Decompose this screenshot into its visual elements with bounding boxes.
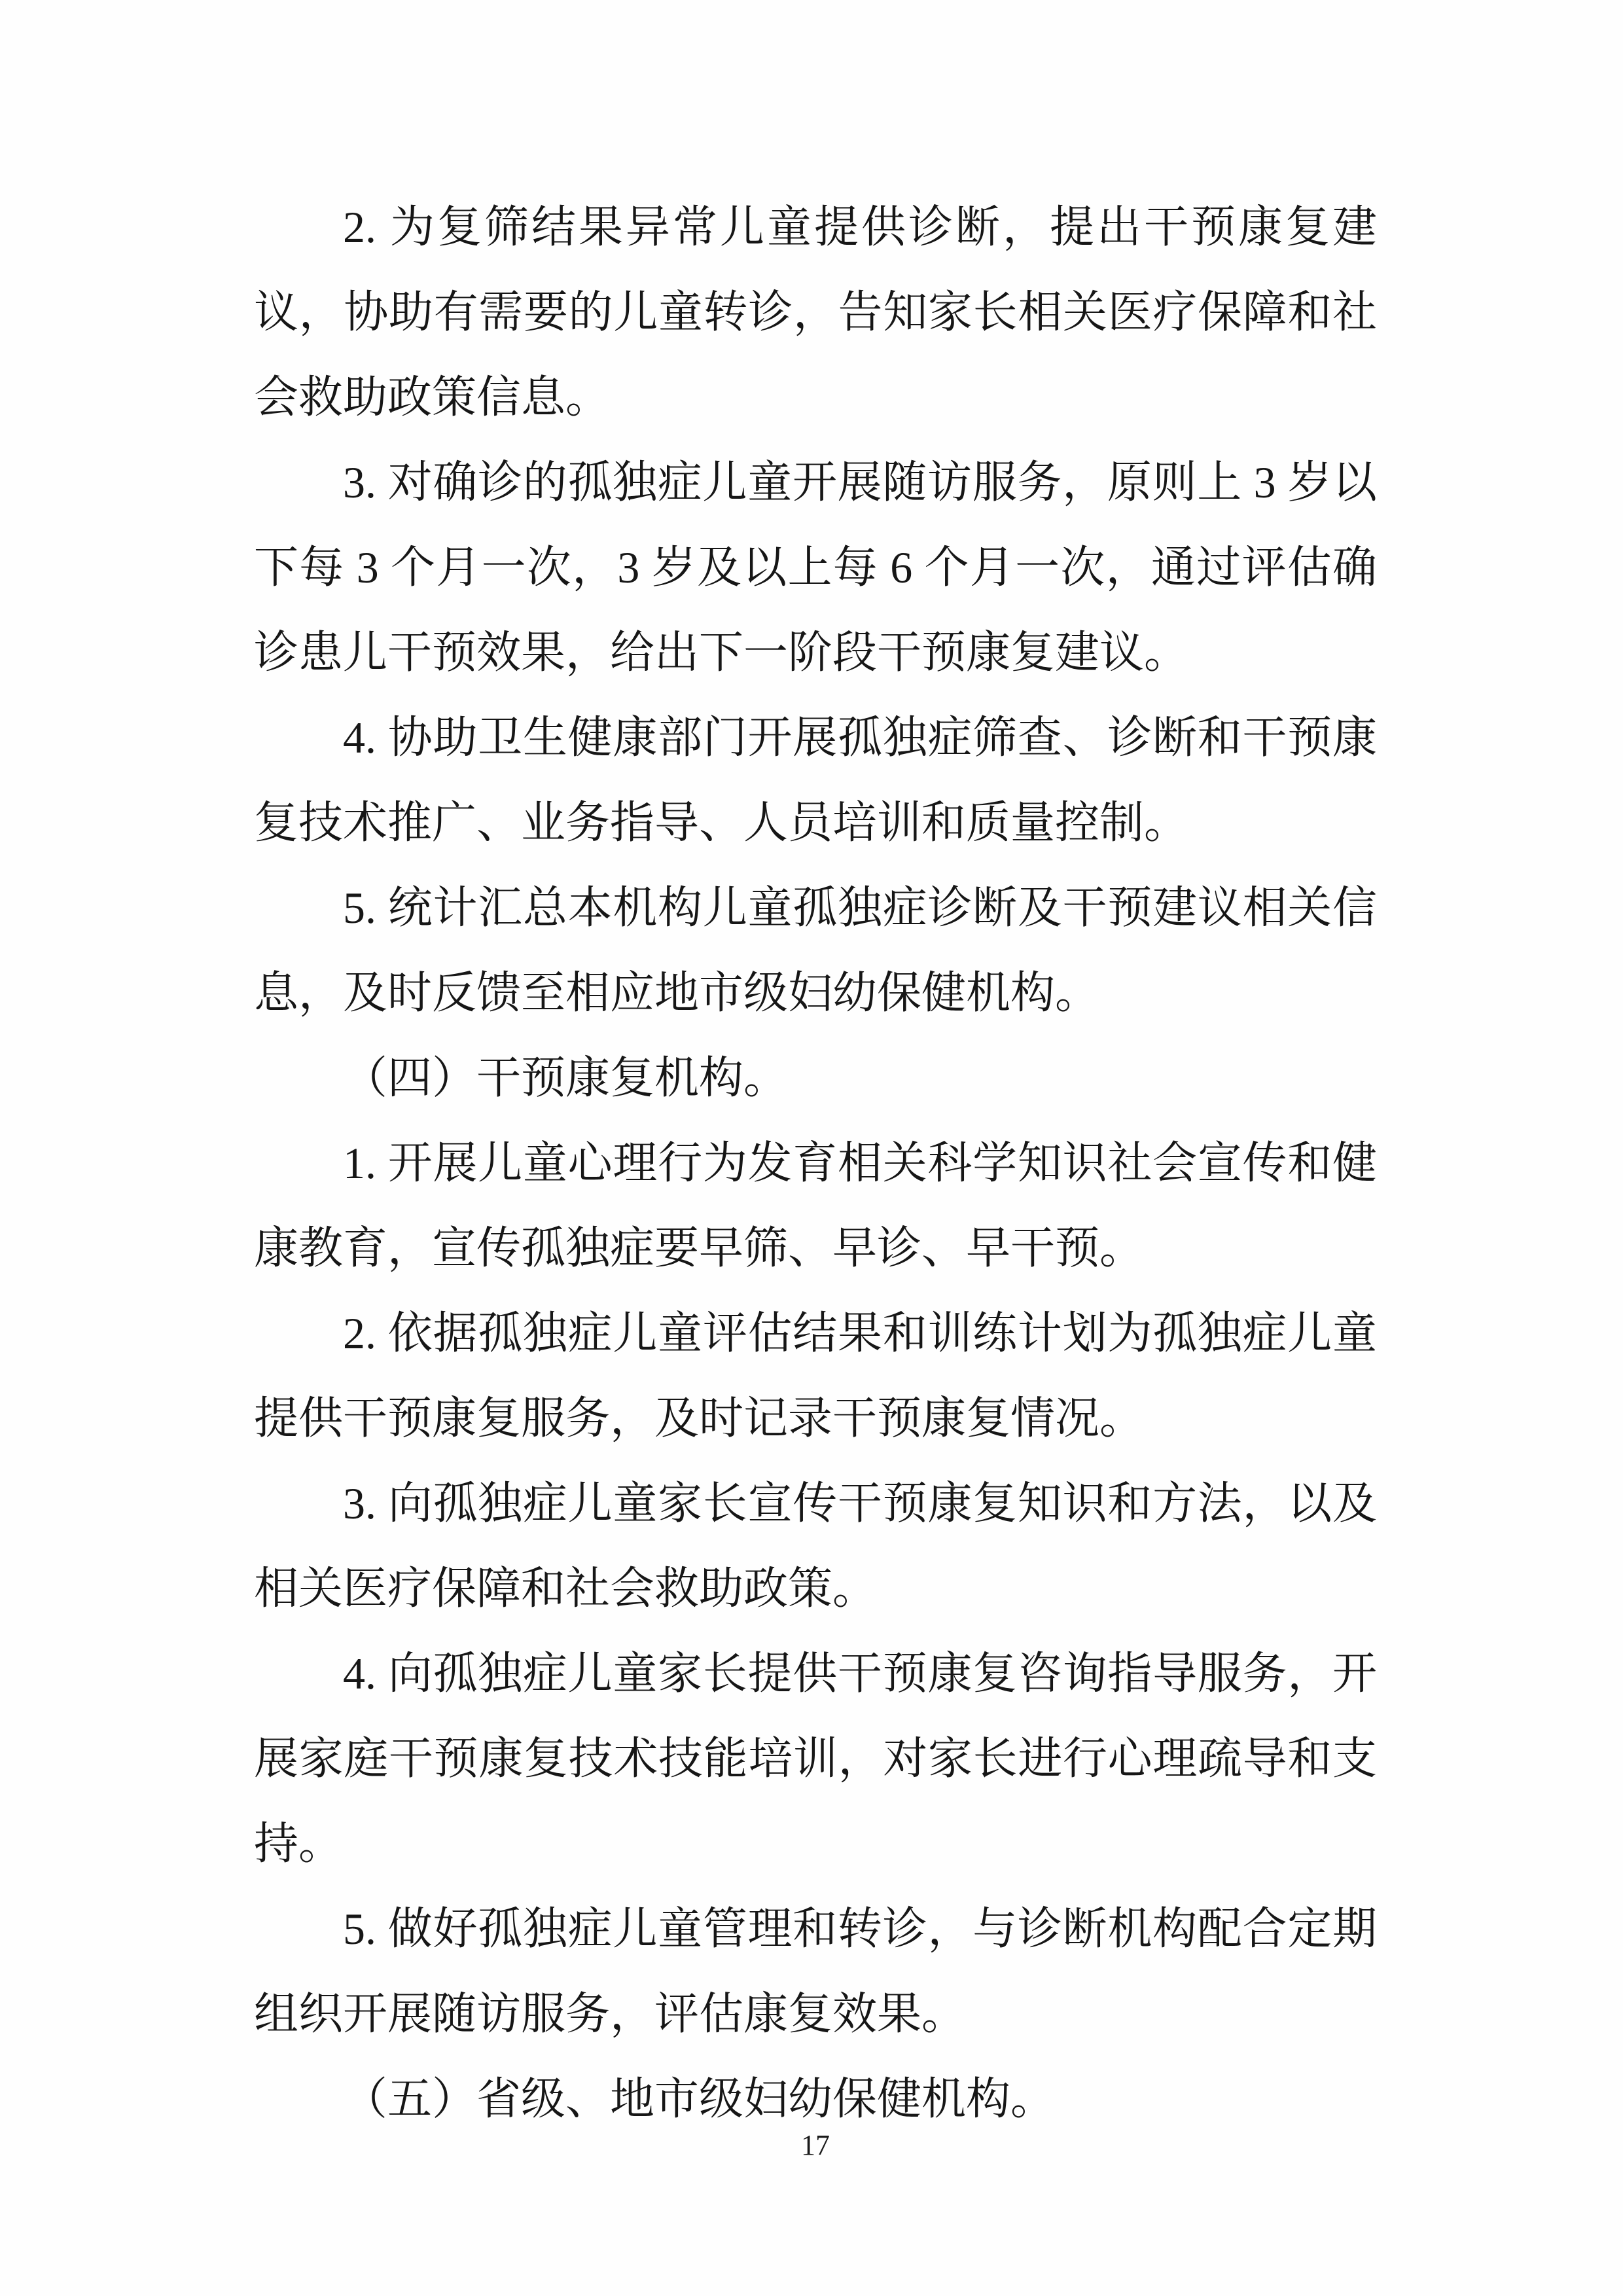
diagnosis-duty-item-3: 3. 对确诊的孤独症儿童开展随访服务，原则上 3 岁以下每 3 个月一次，3 岁及以上每 6 个月一次，通过评估确诊患儿干预效果，给出下一阶段干预康复建议。 [254, 457, 1377, 677]
page-footer [254, 2128, 1377, 2162]
diagnosis-duty-item-5: 5. 统计汇总本机构儿童孤独症诊断及干预建议相关信息，及时反馈至相应地市级妇幼保健机构。 [254, 883, 1377, 1018]
rehab-duty-item-2: 2. 依据孤独症儿童评估结果和训练计划为孤独症儿童提供干预康复服务，及时记录干预康复情况。 [254, 1308, 1377, 1443]
rehab-duty-item-1: 1. 开展儿童心理行为发育相关科学知识社会宣传和健康教育，宣传孤独症要早筛、早诊、早干预。 [254, 1138, 1377, 1273]
diagnosis-duty-item-4: 4. 协助卫生健康部门开展孤独症筛查、诊断和干预康复技术推广、业务指导、人员培训和质量控制。 [254, 713, 1377, 848]
rehab-duty-item-5: 5. 做好孤独症儿童管理和转诊，与诊断机构配合定期组织开展随访服务，评估康复效果。 [254, 1904, 1377, 2039]
page-number: 17 [801, 2129, 830, 2161]
rehab-duty-item-4: 4. 向孤独症儿童家长提供干预康复咨询指导服务，开展家庭干预康复技术技能培训，对家长进行心理疏导和支持。 [254, 1649, 1377, 1869]
document-body [254, 185, 1377, 2142]
section-heading-five: （五）省级、地市级妇幼保健机构。 [343, 2074, 1056, 2124]
rehab-duty-item-3: 3. 向孤独症儿童家长宣传干预康复知识和方法，以及相关医疗保障和社会救助政策。 [254, 1479, 1377, 1613]
diagnosis-duty-item-2: 2. 为复筛结果异常儿童提供诊断，提出干预康复建议，协助有需要的儿童转诊，告知家长相关医疗保障和社会救助政策信息。 [254, 202, 1377, 422]
section-heading-four: （四）干预康复机构。 [343, 1053, 789, 1103]
